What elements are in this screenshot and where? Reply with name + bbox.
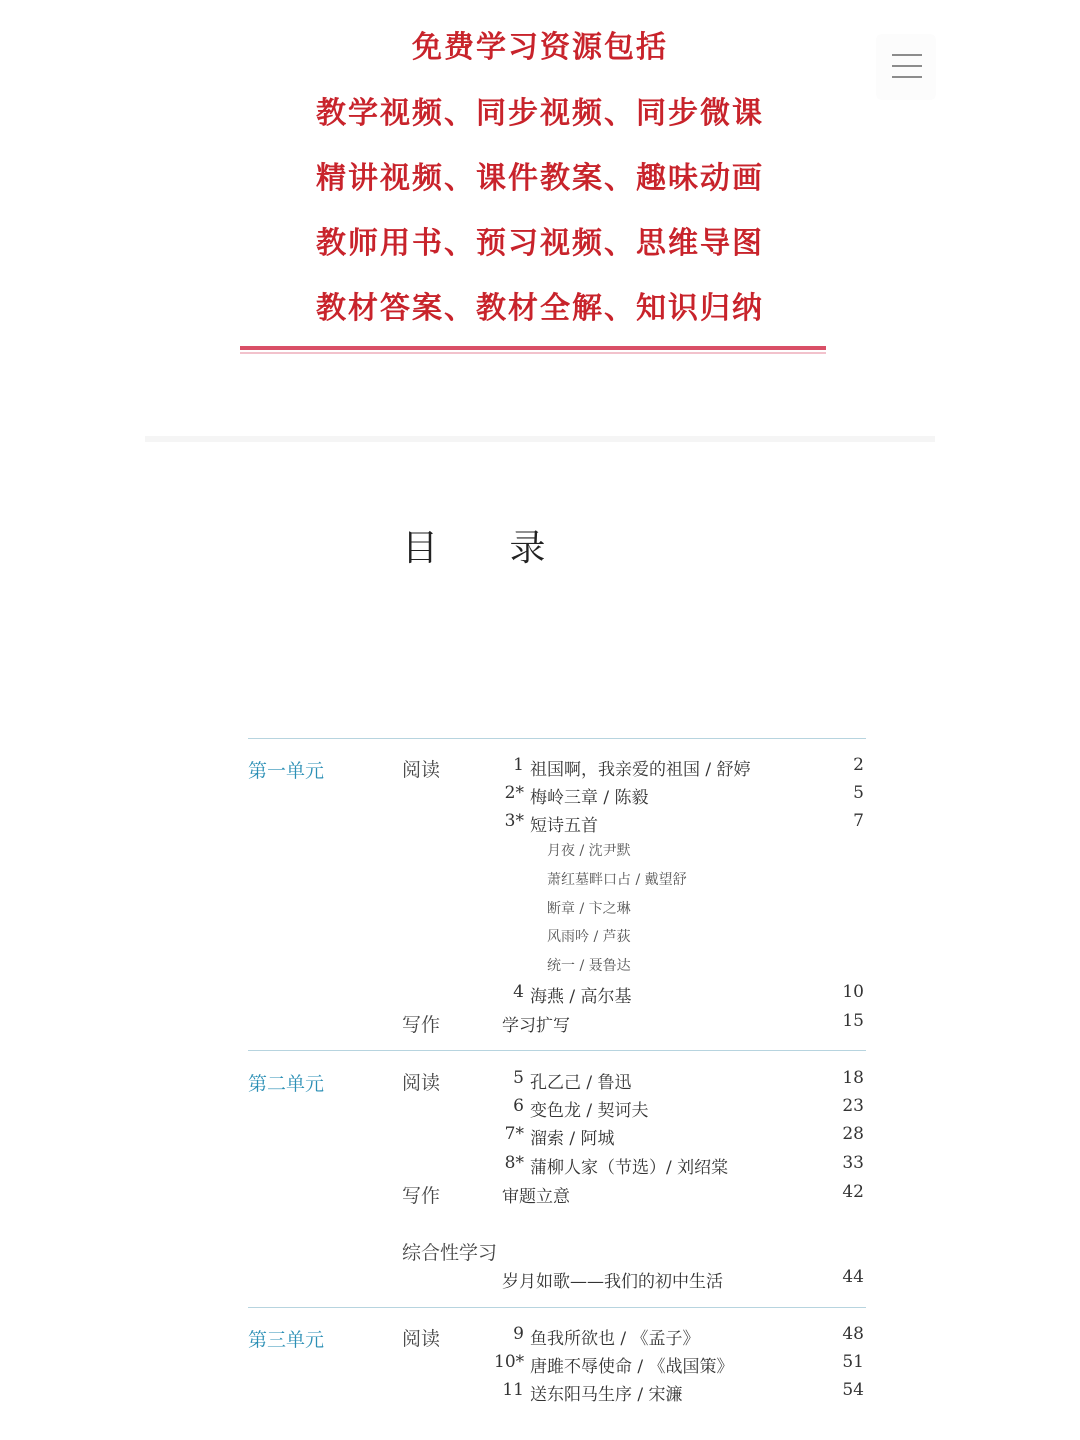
entry-page: 15 — [842, 1011, 864, 1031]
unit-2-reading-label: 阅读 — [402, 1072, 441, 1094]
poem-entry[interactable]: 萧红墓畔口占 / 戴望舒 — [547, 872, 687, 888]
unit-3-name: 第三单元 — [248, 1329, 325, 1351]
entry-title: 蒲柳人家（节选）/ 刘绍棠 — [530, 1158, 729, 1178]
toc-entry[interactable] — [494, 1124, 866, 1148]
poem-entry[interactable]: 统一 / 聂鲁达 — [547, 958, 631, 974]
entry-number: 2* — [504, 783, 524, 803]
entry-page: 42 — [842, 1182, 864, 1202]
toc-entry[interactable] — [494, 1068, 866, 1092]
banner-row-2: 精讲视频、课件教案、趣味动画 — [316, 161, 764, 196]
unit-2-name: 第二单元 — [248, 1073, 325, 1095]
poem-entry[interactable]: 风雨吟 / 芦荻 — [547, 929, 631, 945]
banner-title: 免费学习资源包括 — [412, 30, 668, 65]
entry-number: 11 — [502, 1380, 524, 1400]
entry-number: 7* — [504, 1124, 524, 1144]
entry-page: 33 — [842, 1153, 864, 1173]
entry-number: 1 — [513, 755, 524, 775]
toc-entry[interactable] — [494, 1267, 866, 1291]
unit-1-name: 第一单元 — [248, 760, 325, 782]
unit-divider — [248, 738, 866, 739]
banner-divider-shadow — [240, 352, 826, 354]
entry-title: 短诗五首 — [530, 816, 598, 836]
entry-page: 18 — [842, 1068, 864, 1088]
banner-divider — [240, 346, 826, 350]
entry-number: 3* — [504, 811, 524, 831]
entry-title: 岁月如歌——我们的初中生活 — [502, 1272, 723, 1292]
entry-number: 5 — [513, 1068, 524, 1088]
toc-entry[interactable] — [494, 1096, 866, 1120]
entry-page: 54 — [842, 1380, 864, 1400]
entry-title: 审题立意 — [502, 1187, 570, 1207]
toc-entry[interactable] — [494, 811, 866, 835]
entry-number: 4 — [513, 982, 524, 1002]
banner-row-3: 教师用书、预习视频、思维导图 — [316, 226, 764, 261]
unit-1-reading-label: 阅读 — [402, 759, 441, 781]
toc-entry[interactable] — [494, 1380, 866, 1404]
toc-entry[interactable] — [494, 1153, 866, 1177]
poem-entry[interactable]: 月夜 / 沈尹默 — [547, 843, 631, 859]
entry-title: 变色龙 / 契诃夫 — [530, 1101, 649, 1121]
menu-button[interactable] — [876, 34, 936, 100]
toc-title: 目 录 — [402, 528, 576, 569]
poem-entry[interactable]: 断章 / 卞之琳 — [547, 901, 631, 917]
unit-3-reading-label: 阅读 — [402, 1328, 441, 1350]
toc-entry[interactable] — [494, 1011, 866, 1035]
toc-entry[interactable] — [494, 1182, 866, 1206]
entry-number: 8* — [504, 1153, 524, 1173]
toc-entry[interactable] — [494, 1352, 866, 1376]
toc-entry[interactable] — [494, 1324, 866, 1348]
entry-title: 海燕 / 高尔基 — [530, 987, 632, 1007]
entry-page: 5 — [853, 783, 864, 803]
entry-title: 鱼我所欲也 / 《孟子》 — [530, 1329, 700, 1349]
entry-title: 祖国啊，我亲爱的祖国 / 舒婷 — [530, 760, 751, 780]
entry-page: 51 — [842, 1352, 864, 1372]
entry-title: 孔乙己 / 鲁迅 — [530, 1073, 632, 1093]
entry-number: 9 — [513, 1324, 524, 1344]
unit-1-writing-label: 写作 — [402, 1014, 441, 1036]
entry-page: 44 — [842, 1267, 864, 1287]
toc-entry[interactable] — [494, 783, 866, 807]
entry-page: 23 — [842, 1096, 864, 1116]
unit-divider — [248, 1307, 866, 1308]
toc-entry[interactable] — [494, 755, 866, 779]
entry-number: 6 — [513, 1096, 524, 1116]
entry-number: 10* — [494, 1352, 525, 1372]
entry-title: 唐雎不辱使命 / 《战国策》 — [530, 1357, 734, 1377]
toc-entry[interactable] — [494, 982, 866, 1006]
banner-row-4: 教材答案、教材全解、知识归纳 — [316, 291, 764, 326]
entry-page: 48 — [842, 1324, 864, 1344]
entry-title: 溜索 / 阿城 — [530, 1129, 615, 1149]
entry-page: 7 — [853, 811, 864, 831]
unit-2-comprehensive-label: 综合性学习 — [402, 1242, 498, 1264]
entry-page: 10 — [842, 982, 864, 1002]
entry-page: 28 — [842, 1124, 864, 1144]
entry-title: 送东阳马生序 / 宋濂 — [530, 1385, 683, 1405]
entry-title: 梅岭三章 / 陈毅 — [530, 788, 649, 808]
unit-divider — [248, 1050, 866, 1051]
banner-row-1: 教学视频、同步视频、同步微课 — [316, 96, 764, 131]
page-separator — [145, 436, 935, 442]
entry-title: 学习扩写 — [502, 1016, 570, 1036]
unit-2-writing-label: 写作 — [402, 1185, 441, 1207]
entry-page: 2 — [853, 755, 864, 775]
